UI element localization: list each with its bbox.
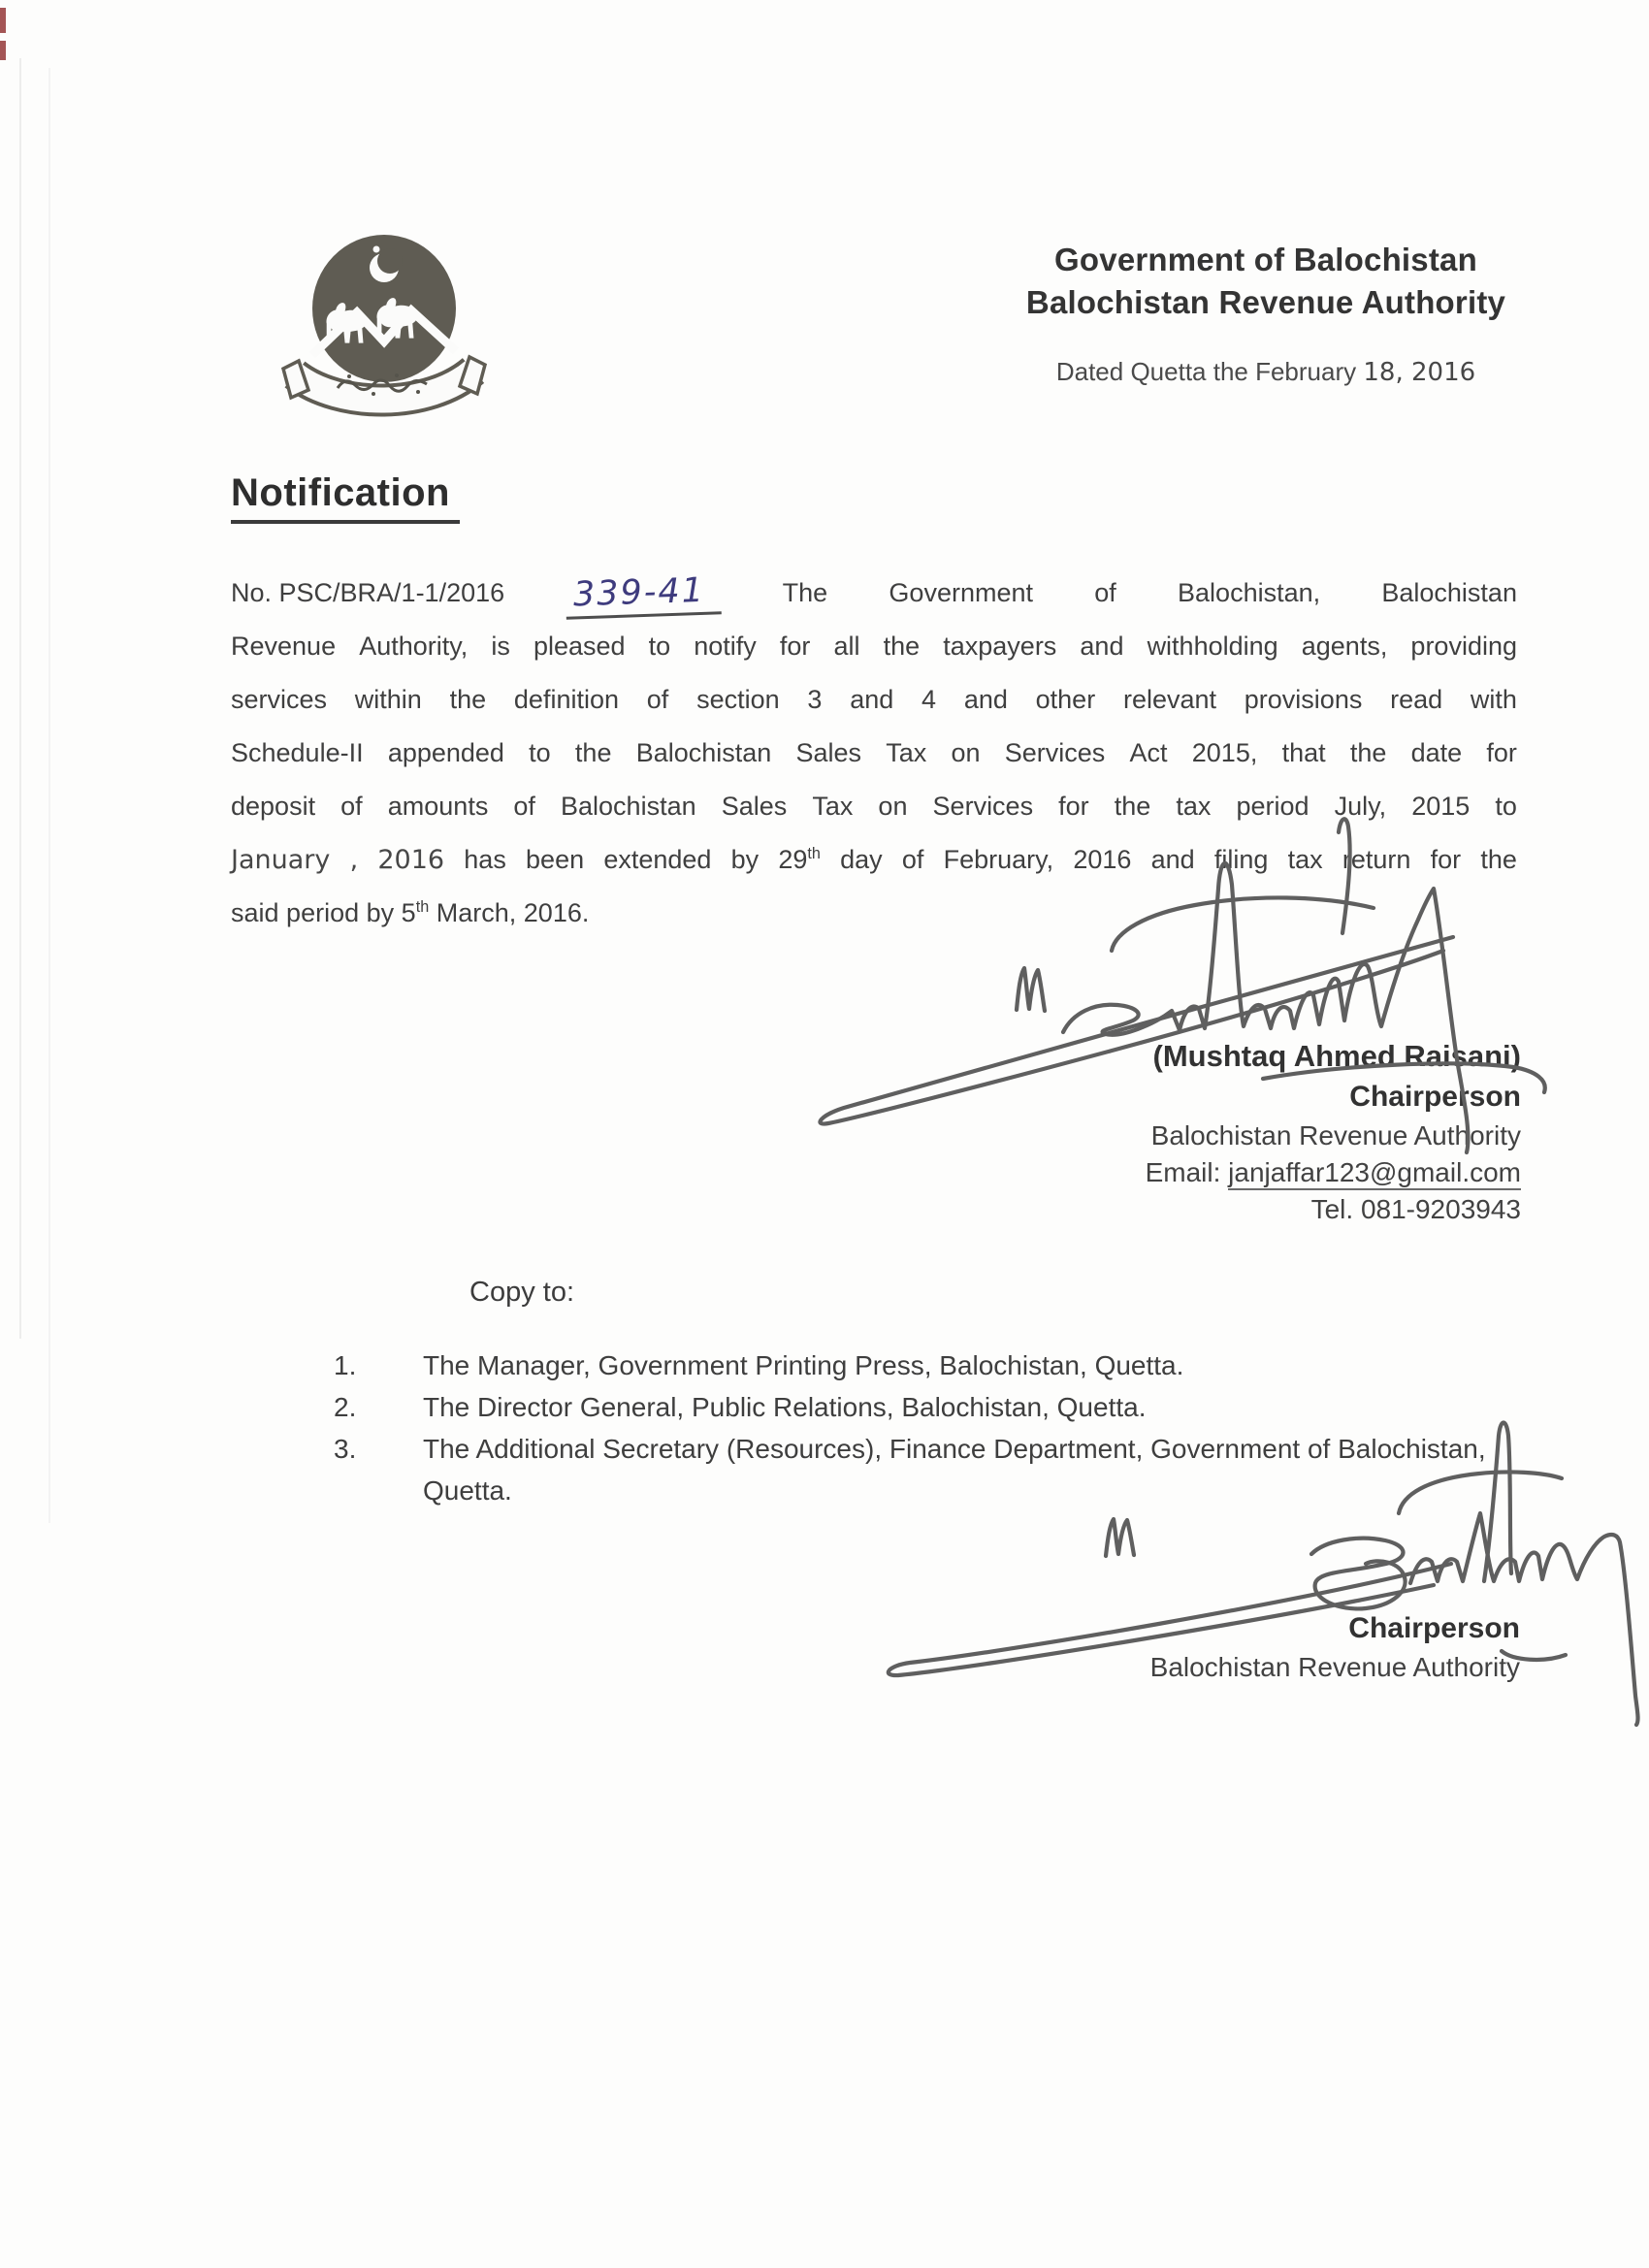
body-word: by xyxy=(366,898,395,927)
body-word: and xyxy=(1150,845,1195,874)
body-word: of xyxy=(646,685,669,714)
body-word: has xyxy=(464,845,506,874)
body-word: Tax xyxy=(886,738,927,767)
body-line xyxy=(231,887,1517,940)
body-word: date xyxy=(1410,738,1463,767)
signatory-org: Balochistan Revenue Authority xyxy=(1150,1120,1521,1150)
body-word: the xyxy=(1480,845,1517,874)
body-word: withholding xyxy=(1147,632,1278,661)
scanner-edge-mark xyxy=(0,41,6,60)
body-word: of xyxy=(513,792,535,821)
body-word: the xyxy=(1349,738,1387,767)
body-word: tax xyxy=(1176,792,1212,821)
signatory-org: Balochistan Revenue Authority xyxy=(1149,1652,1520,1682)
body-word: and xyxy=(1080,632,1124,661)
signatory-role: Chairperson xyxy=(1349,1081,1521,1113)
body-word: relevant xyxy=(1122,685,1217,714)
copy-to-list xyxy=(334,1345,1527,1511)
body-word: 2016 xyxy=(1073,845,1132,874)
body-word: the xyxy=(883,632,921,661)
body-word: of xyxy=(901,845,924,874)
body-word: Government xyxy=(889,578,1033,607)
body-word: pleased xyxy=(533,632,626,661)
body-word: definition xyxy=(513,685,619,714)
body-word: by xyxy=(730,845,760,874)
body-word: , xyxy=(349,845,359,875)
header-org-heading xyxy=(946,239,1586,324)
body-word: providing xyxy=(1410,632,1517,661)
date-value: 18, 2016 xyxy=(1363,358,1476,387)
body-word: The xyxy=(782,578,828,607)
header-org-line1: Government of Balochistan xyxy=(1054,242,1477,277)
body-word: of xyxy=(340,792,363,821)
body-word: No. PSC/BRA/1-1/2016 xyxy=(231,578,505,607)
body-word: day xyxy=(840,845,883,874)
copy-to-item xyxy=(334,1345,1527,1386)
body-word: 2015 xyxy=(1411,792,1471,821)
body-word: of xyxy=(1094,578,1116,607)
notification-body xyxy=(231,567,1517,940)
body-word: for xyxy=(779,632,811,661)
copy-to-item-text: The Manager, Government Printing Press, Balochistan, Quetta. xyxy=(423,1350,1184,1380)
body-word: Schedule-II xyxy=(231,738,364,767)
body-word: on xyxy=(951,738,981,767)
handwritten-ref-number: 339-41 xyxy=(566,570,722,620)
scan-fold-line xyxy=(48,68,50,1523)
copy-to-item-text: The Additional Secretary (Resources), Finance Department, Government of Balochistan, Quetta. xyxy=(423,1434,1486,1506)
body-line xyxy=(231,567,1517,620)
body-word: to xyxy=(1495,792,1517,821)
body-word: 29th xyxy=(778,845,821,874)
scan-fold-line xyxy=(19,58,21,1339)
body-word: 3 xyxy=(807,685,823,714)
body-word: period xyxy=(286,898,360,927)
body-word: deposit xyxy=(231,792,316,821)
body-word: Balochistan xyxy=(1381,578,1517,607)
body-line xyxy=(231,833,1517,887)
body-word: Revenue xyxy=(231,632,337,661)
body-word: 4 xyxy=(922,685,937,714)
body-word: for xyxy=(1430,845,1462,874)
body-word: return xyxy=(1342,845,1411,874)
balochistan-government-crest-logo xyxy=(279,231,489,425)
scanner-edge-mark xyxy=(0,8,6,33)
body-word: with xyxy=(1470,685,1517,714)
body-word: to xyxy=(648,632,671,661)
body-word: appended xyxy=(387,738,504,767)
body-word: agents, xyxy=(1301,632,1388,661)
body-word: notify xyxy=(694,632,757,661)
signatory-role: Chairperson xyxy=(1348,1612,1520,1644)
body-word: the xyxy=(574,738,612,767)
body-word: provisions xyxy=(1244,685,1363,714)
body-word: Tax xyxy=(812,792,854,821)
body-word: and xyxy=(850,685,894,714)
body-word: January xyxy=(231,845,331,875)
body-line xyxy=(231,727,1517,780)
secondary-signature-block xyxy=(1150,1608,1520,1686)
copy-to-item xyxy=(334,1386,1527,1428)
body-word: other xyxy=(1035,685,1096,714)
notification-title: Notification xyxy=(231,471,460,524)
body-word: filing xyxy=(1213,845,1269,874)
body-word: tax xyxy=(1287,845,1323,874)
email-address: janjaffar123@gmail.com xyxy=(1228,1157,1521,1190)
copy-to-item-number: 2. xyxy=(334,1392,357,1422)
body-line xyxy=(231,673,1517,727)
body-word: the xyxy=(1114,792,1151,821)
body-word: is xyxy=(491,632,510,661)
body-word: within xyxy=(354,685,422,714)
header-org-line2: Balochistan Revenue Authority xyxy=(1025,284,1506,320)
body-word: Sales xyxy=(721,792,788,821)
body-word: Services xyxy=(1004,738,1106,767)
body-word: said xyxy=(231,898,279,927)
body-line xyxy=(231,780,1517,833)
signatory-name: (Mushtaq Ahmed Raisani) xyxy=(1152,1039,1521,1073)
body-word: Balochistan xyxy=(561,792,696,821)
body-word: 5th xyxy=(401,898,430,927)
body-word: Balochistan, xyxy=(1178,578,1321,607)
body-word: and xyxy=(963,685,1008,714)
body-word: all xyxy=(833,632,860,661)
copy-to-item-number: 3. xyxy=(334,1434,357,1464)
body-word: period xyxy=(1236,792,1310,821)
body-word: 2016. xyxy=(523,898,590,927)
body-word: that xyxy=(1281,738,1326,767)
body-word: amounts xyxy=(387,792,489,821)
copy-to-item-number: 1. xyxy=(334,1350,357,1380)
body-word: Sales xyxy=(795,738,862,767)
copy-to-item-text: The Director General, Public Relations, Balochistan, Quetta. xyxy=(423,1392,1147,1422)
body-word: Authority, xyxy=(359,632,469,661)
body-word: Balochistan xyxy=(635,738,772,767)
signatory-email: Email: janjaffar123@gmail.com xyxy=(1146,1154,1521,1191)
signatory-tel: Tel. 081-9203943 xyxy=(1310,1194,1521,1224)
body-word: for xyxy=(1486,738,1517,767)
body-word: taxpayers xyxy=(943,632,1057,661)
body-word: read xyxy=(1390,685,1443,714)
body-word: for xyxy=(1058,792,1089,821)
body-word: Act xyxy=(1129,738,1168,767)
body-word: section xyxy=(696,685,780,714)
body-word: March, xyxy=(436,898,517,927)
body-word: extended xyxy=(603,845,712,874)
copy-to-heading: Copy to: xyxy=(469,1277,574,1308)
body-word: 2015, xyxy=(1191,738,1258,767)
body-word: been xyxy=(526,845,585,874)
body-word: February, xyxy=(943,845,1054,874)
body-word: July, xyxy=(1334,792,1387,821)
copy-to-item xyxy=(334,1428,1527,1511)
body-word: on xyxy=(878,792,908,821)
body-word: Services xyxy=(932,792,1034,821)
body-word: 2016 xyxy=(377,845,445,875)
body-word: to xyxy=(529,738,551,767)
body-line xyxy=(231,620,1517,673)
body-word: the xyxy=(449,685,487,714)
date-line: Dated Quetta the February 18, 2016 xyxy=(1055,357,1476,387)
primary-signature-block xyxy=(1146,1036,1521,1228)
body-word: services xyxy=(231,685,328,714)
